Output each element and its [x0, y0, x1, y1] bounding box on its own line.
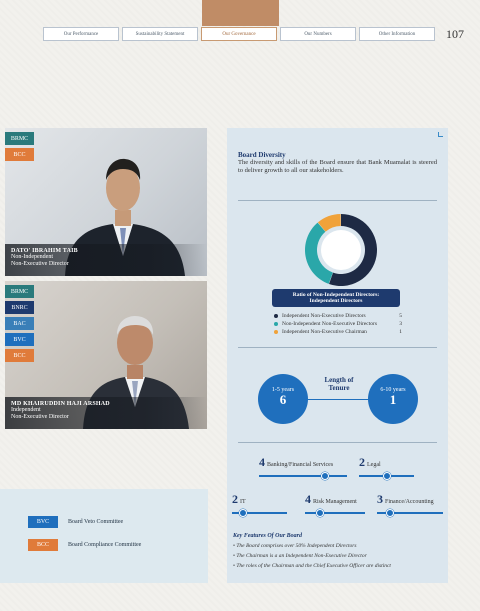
ratio-label: Independent Non-Executive Directors [282, 313, 366, 319]
director-role-line1: Non-Independent [11, 254, 53, 260]
legend-item-bvc [28, 516, 123, 528]
board-diversity-panel [227, 128, 448, 583]
ratio-item [274, 328, 402, 336]
ratio-legend [274, 312, 402, 336]
tag-brmc: BRMC [5, 285, 34, 298]
skill-knob [383, 472, 391, 480]
skill-knob [321, 472, 329, 480]
skill-label: Risk Management [313, 499, 357, 505]
tenure-count: 6 [279, 392, 287, 407]
ratio-item [274, 312, 402, 320]
tenure-range: 6-10 years [380, 387, 406, 393]
ratio-value: 3 [399, 321, 402, 327]
tenure-section [258, 365, 418, 425]
skill-label: Finance/Accounting [385, 499, 434, 505]
director-caption-2 [5, 397, 207, 429]
director-name: MD KHAIRUDDIN HAJI ARSHAD [11, 401, 110, 407]
committee-legend [0, 489, 208, 583]
key-features-title: Key Features Of Our Board [233, 533, 303, 539]
divider [238, 347, 437, 348]
director-role-line2: Non-Executive Director [11, 414, 69, 420]
ratio-title-line2: Independent Directors [309, 298, 363, 304]
tenure-connector [306, 399, 372, 400]
ratio-label: Non-Independent Non-Executive Directors [282, 321, 377, 327]
ratio-item [274, 320, 402, 328]
legend-dot-icon [274, 322, 278, 326]
legend-tag: BVC [28, 516, 58, 528]
tag-bnrc: BNRC [5, 301, 34, 314]
board-diversity-title: Board Diversity [238, 151, 286, 159]
skill-legal [359, 455, 414, 477]
page-number: 107 [446, 27, 464, 41]
tab-other-information[interactable]: Other Information [359, 27, 435, 41]
key-feature-item: • The Chairman is a an Independent Non-Executive Director [233, 551, 445, 561]
skill-track [359, 475, 414, 477]
skill-track [377, 512, 443, 514]
tenure-label-line1: Length of [324, 376, 354, 384]
committee-tags-1 [5, 128, 34, 161]
ratio-value: 1 [399, 329, 402, 335]
tab-our-performance[interactable]: Our Performance [43, 27, 119, 41]
divider [238, 442, 437, 443]
skill-label: IT [240, 499, 246, 505]
director-role-line1: Independent [11, 407, 41, 413]
tenure-circle-1-5 [258, 374, 308, 424]
nav-accent-bar [202, 0, 279, 26]
tenure-label-line2: Tenure [328, 384, 350, 392]
director-name: DATO' IBRAHIM TAIB [11, 248, 78, 254]
skill-track [305, 512, 365, 514]
key-features-list [233, 541, 445, 571]
legend-text: Board Veto Committee [68, 519, 124, 525]
ratio-label: Independent Non-Executive Chairman [282, 329, 367, 335]
skill-count: 4 [259, 455, 265, 469]
skill-track [259, 475, 347, 477]
tenure-count: 1 [389, 392, 397, 407]
tab-our-numbers[interactable]: Our Numbers [280, 27, 356, 41]
tag-bvc: BVC [5, 333, 34, 346]
committee-tags-2 [5, 281, 34, 362]
ratio-title [272, 289, 400, 307]
skill-banking [259, 455, 347, 477]
tenure-label [314, 376, 364, 392]
tag-brmc: BRMC [5, 132, 34, 145]
director-photo-2 [5, 281, 207, 429]
tenure-range: 1-5 years [271, 387, 295, 393]
skill-track [232, 512, 287, 514]
tenure-circle-6-10 [368, 374, 418, 424]
key-feature-item: • The Board comprises over 50% Independent Directors [233, 541, 445, 551]
tag-bcc: BCC [5, 148, 34, 161]
skill-count: 2 [359, 455, 365, 469]
legend-dot-icon [274, 314, 278, 318]
top-navigation [43, 27, 435, 41]
legend-text: Board Compliance Committee [68, 542, 142, 548]
skill-it [232, 492, 287, 514]
ratio-donut-chart [301, 210, 381, 290]
ratio-title-line1: Ratio of Non-Independent Directors: [292, 291, 380, 298]
tag-bcc: BCC [5, 349, 34, 362]
skill-finance-accounting [377, 492, 443, 514]
director-photo-1 [5, 128, 207, 276]
skill-count: 4 [305, 492, 311, 506]
tab-our-governance[interactable]: Our Governance [201, 27, 277, 41]
skill-count: 2 [232, 492, 238, 506]
director-role-line2: Non-Executive Director [11, 261, 69, 267]
skill-knob [239, 509, 247, 517]
legend-tag: BCC [28, 539, 58, 551]
ratio-value: 5 [399, 313, 402, 319]
divider [238, 200, 437, 201]
board-diversity-text: The diversity and skills of the Board ensure that Bank Muamalat is steered to deliver growth to all our stakeholders. [238, 159, 437, 174]
skill-knob [386, 509, 394, 517]
skill-count: 3 [377, 492, 383, 506]
tag-bac: BAC [5, 317, 34, 330]
tab-sustainability-statement[interactable]: Sustainability Statement [122, 27, 198, 41]
key-feature-item: • The roles of the Chairman and the Chief Executive Officer are distinct [233, 561, 445, 571]
legend-dot-icon [274, 330, 278, 334]
skill-risk-management [305, 492, 365, 514]
corner-mark-icon [438, 132, 443, 137]
director-caption-1 [5, 244, 207, 276]
skill-label: Legal [367, 462, 381, 468]
skill-knob [316, 509, 324, 517]
skill-label: Banking/Financial Services [267, 462, 334, 468]
donut-center [321, 230, 361, 270]
legend-item-bcc [28, 539, 141, 551]
